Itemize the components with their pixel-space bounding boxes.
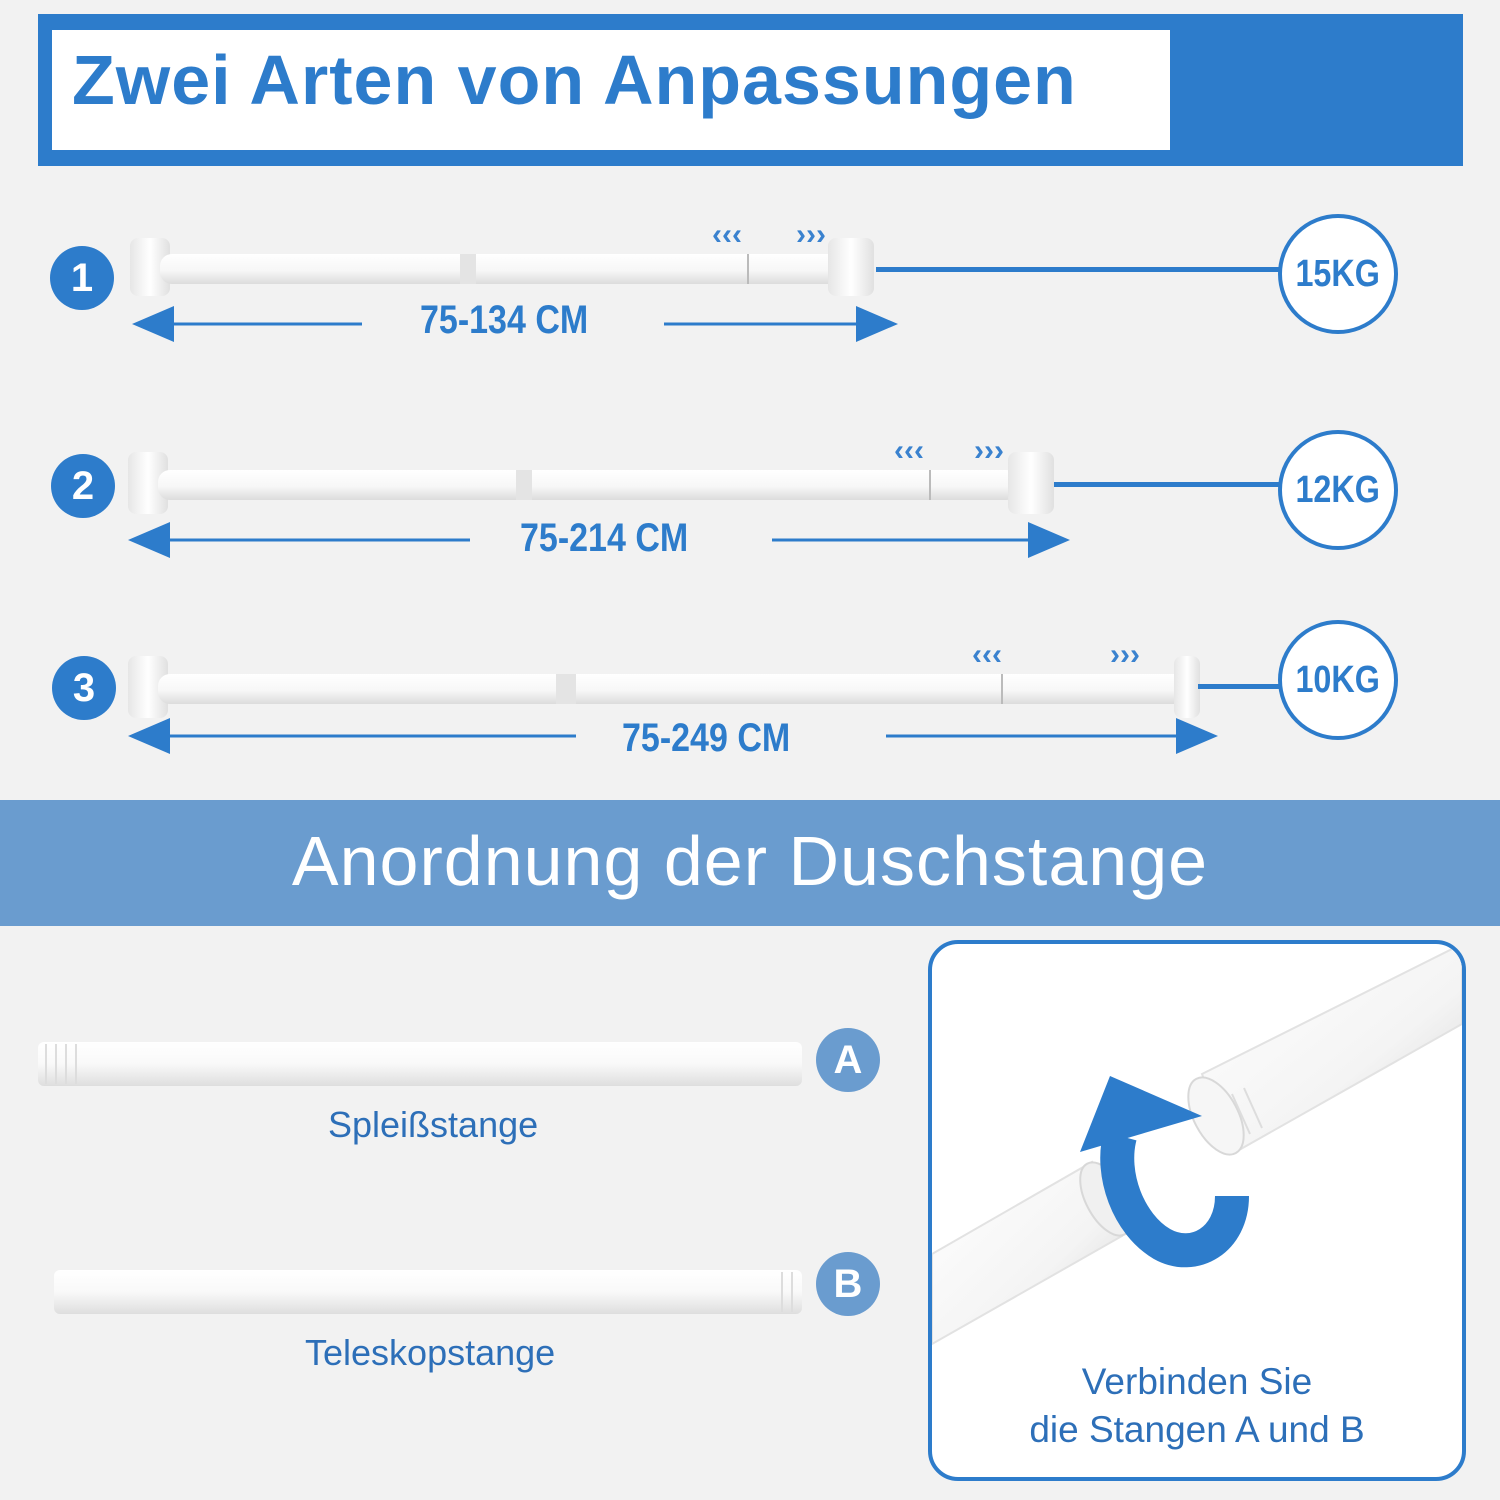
svg-text:›››: ››› (974, 434, 1004, 467)
connection-instruction (928, 1358, 1466, 1454)
page-title: Zwei Arten von Anpassungen (72, 41, 1077, 119)
svg-text:‹‹‹: ‹‹‹ (894, 434, 924, 467)
part-b-badge: B (816, 1252, 880, 1316)
splice-rod-image (38, 1042, 802, 1086)
row-3-load: 10KG (1295, 659, 1381, 701)
svg-text:‹‹‹: ‹‹‹ (972, 638, 1002, 671)
row-3-connector-line (1198, 684, 1280, 689)
parts-illustration (0, 930, 900, 1380)
part-b-caption: Teleskopstange (305, 1332, 556, 1373)
svg-text:›››: ››› (796, 218, 826, 251)
instruction-line-2: die Stangen A und B (1029, 1409, 1365, 1450)
rod-3 (128, 638, 1200, 718)
telescopic-rod-image (54, 1270, 802, 1314)
row-1-number-badge: 1 (50, 246, 114, 310)
row-1-range: 75-134 CM (420, 298, 589, 342)
part-a-badge: A (816, 1028, 880, 1092)
rod-piece-b (1177, 944, 1462, 1163)
row-1-load: 15KG (1295, 253, 1381, 295)
arrangement-title: Anordnung der Duschstange (291, 822, 1209, 900)
rod-1 (130, 218, 874, 296)
row-1-load-badge (1278, 214, 1398, 334)
svg-text:›››: ››› (1110, 638, 1140, 671)
row-3-range: 75-249 CM (622, 716, 791, 760)
row-2-load-badge (1278, 430, 1398, 550)
part-a-caption: Spleißstange (328, 1104, 539, 1145)
row-2-number-badge: 2 (51, 454, 115, 518)
row-2-load: 12KG (1295, 469, 1381, 511)
svg-text:‹‹‹: ‹‹‹ (712, 218, 742, 251)
rod-2 (128, 434, 1054, 514)
row-1-connector-line (876, 267, 1280, 272)
row-3-load-badge (1278, 620, 1398, 740)
row-3-number-badge: 3 (52, 656, 116, 720)
row-2-connector-line (1054, 482, 1280, 487)
instruction-line-1: Verbinden Sie (1081, 1361, 1313, 1402)
row-2-range: 75-214 CM (520, 516, 689, 560)
